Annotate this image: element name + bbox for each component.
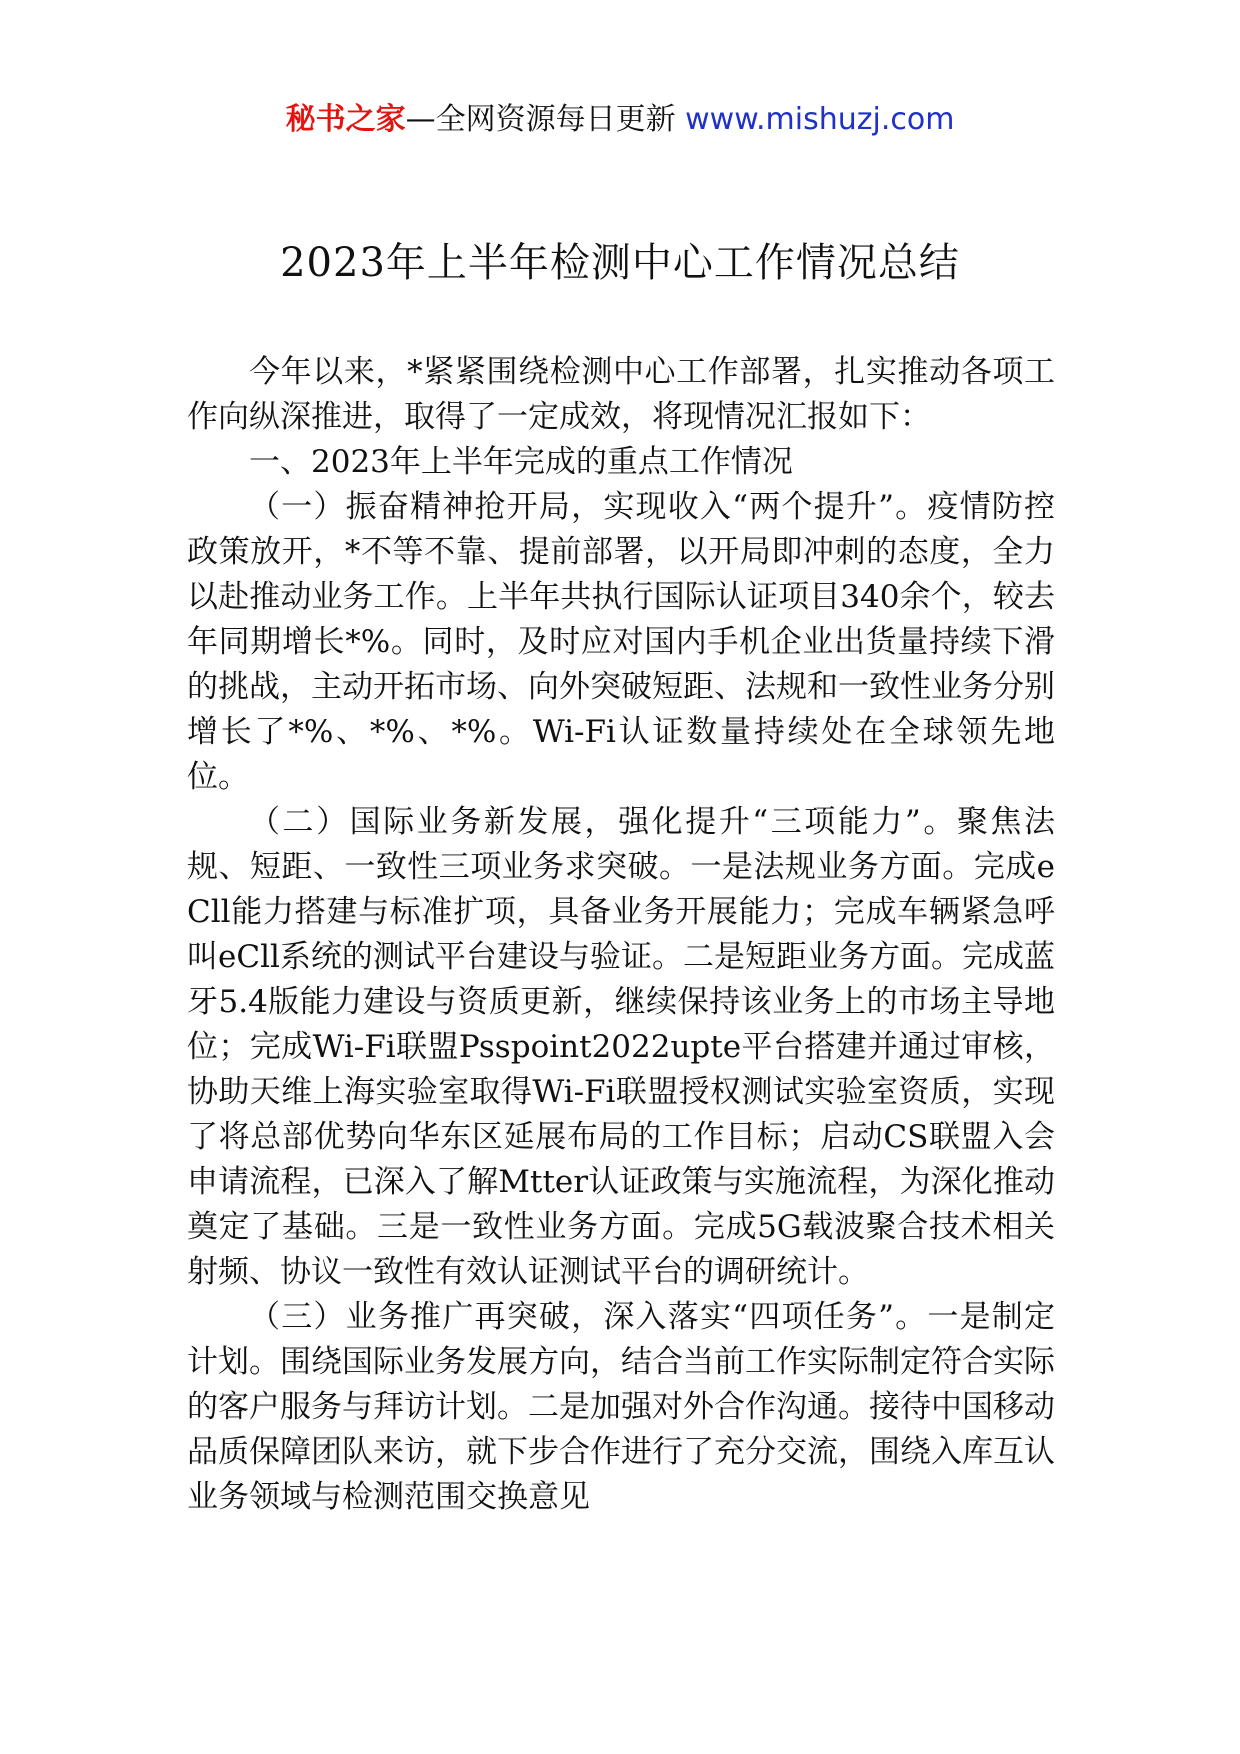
subsection-paragraph-2: （二）国际业务新发展，强化提升“三项能力”。聚焦法规、短距、一致性三项业务求突破。一是法规业务方面。完成eCll能力搭建与标准扩项，具备业务开展能力；完成车辆紧急呼叫eCll系统的测试平台建设与验证。二是短距业务方面。完成蓝牙5.4版能力建设与资质更新，继续保持该业务上的市场主导地位；完成Wi-Fi联盟Psspoint2022upte平台搭建并通过审核，协助天维上海实验室取得Wi-Fi联盟授权测试实验室资质，实现了将总部优势向华东区延展布局的工作目标；启动CS联盟入会申请流程，已深入了解Mtter认证政策与实施流程，为深化推动奠定了基础。三是一致性业务方面。完成5G载波聚合技术相关射频、协议一致性有效认证测试平台的调研统计。	[187, 804, 1055, 1290]
intro-paragraph: 今年以来，*紧紧围绕检测中心工作部署，扎实推动各项工作向纵深推进，取得了一定成效，将现情况汇报如下：	[187, 354, 1055, 435]
subsection-paragraph-3: （三）业务推广再突破，深入落实“四项任务”。一是制定计划。围绕国际业务发展方向，结合当前工作实际制定符合实际的客户服务与拜访计划。二是加强对外合作沟通。接待中国移动品质保障团队来访，就下步合作进行了充分交流，围绕入库互认业务领域与检测范围交换意见	[187, 1299, 1055, 1515]
site-brand-name: 秘书之家	[285, 102, 406, 137]
site-slogan: —全网资源每日更新	[405, 102, 686, 137]
document-title: 2023年上半年检测中心工作情况总结	[280, 240, 960, 286]
document-body	[187, 350, 1055, 1520]
site-header-banner	[0, 100, 1240, 140]
site-url-link[interactable]: www.mishuzj.com	[685, 102, 955, 137]
section-heading: 一、2023年上半年完成的重点工作情况	[249, 444, 793, 480]
subsection-paragraph-1: （一）振奋精神抢开局，实现收入“两个提升”。疫情防控政策放开，*不等不靠、提前部署，以开局即冲刺的态度，全力以赴推动业务工作。上半年共执行国际认证项目340余个，较去年同期增长*%。同时，及时应对国内手机企业出货量持续下滑的挑战，主动开拓市场、向外突破短距、法规和一致性业务分别增长了*%、*%、*%。Wi-Fi认证数量持续处在全球领先地位。	[187, 489, 1055, 795]
